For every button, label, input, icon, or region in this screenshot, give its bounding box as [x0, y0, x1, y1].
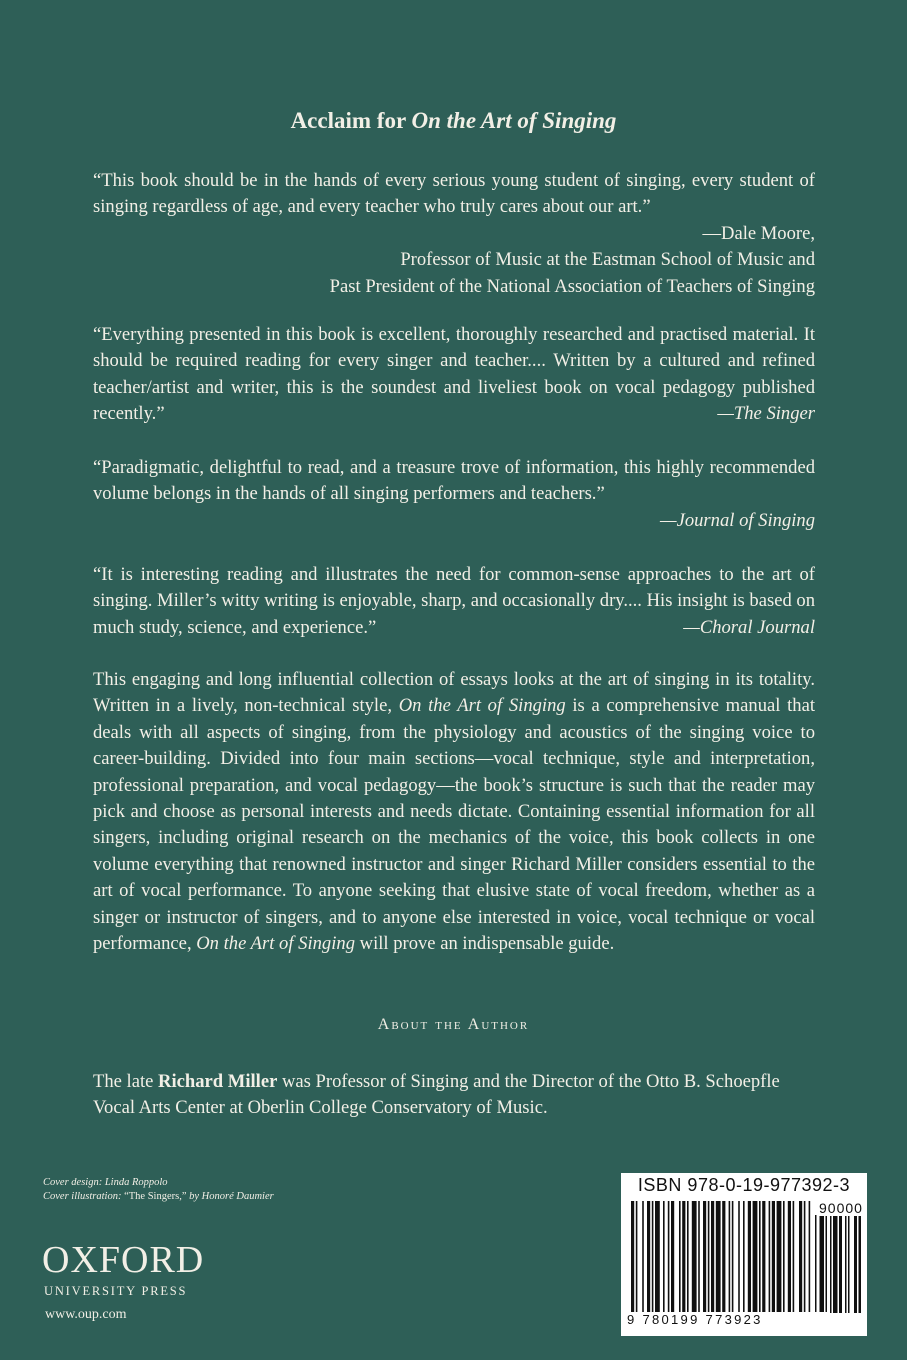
barcode-bar: [743, 1201, 745, 1313]
barcode-bar: [631, 1201, 634, 1313]
barcode-bar: [692, 1201, 697, 1313]
quote-1: [93, 168, 815, 300]
quote-text: “This book should be in the hands of every serious young student of singing, every student of singing regardless of age, and every teacher who truly cares about our art.”: [93, 170, 815, 218]
ean-digits: 9 780199 773923: [627, 1312, 827, 1327]
barcode-bar: [804, 1201, 806, 1313]
barcode-bar: [671, 1201, 674, 1313]
isbn-barcode: [621, 1173, 867, 1336]
barcode-bar: [854, 1215, 857, 1313]
book-description: This engaging and long influential collection of essays looks at the art of singing in its totality. Written in a lively, non-technical style, On the Art of Singing is a comprehensive manual that deals with all aspects of singing, from the physiology and acoustics of the singing voice to career-building. Divided into four main sections—vocal technique, style and interpretation, professional preparation, and vocal pedagogy—the book’s structure is such that the reader may pick and choose as personal interests and needs dictate. Containing essential information for all singers, including original research on the mechanics of the voice, this book collects in one volume everything that renowned instructor and singer Richard Miller considers essential to the art of vocal performance. To anyone seeking that elusive state of vocal freedom, whether as a singer or instructor of singers, and to anyone else interested in voice, vocal technique or vocal performance, On the Art of Singing will prove an indispensable guide.: [93, 669, 815, 955]
barcode-bar: [722, 1201, 725, 1313]
barcode-bar: [636, 1201, 638, 1313]
quote-attribution: —Choral Journal: [683, 616, 815, 638]
barcode-bar: [698, 1201, 700, 1313]
price-code: 90000: [819, 1200, 863, 1216]
barcode-bars: [629, 1201, 861, 1321]
barcode-bar: [769, 1201, 771, 1313]
barcode-bar: [748, 1201, 751, 1313]
barcode-bar: [788, 1201, 791, 1313]
barcode-bar: [799, 1201, 802, 1313]
quote-attribution: —The Singer: [717, 403, 815, 425]
about-author-heading: About the Author: [377, 1016, 530, 1033]
barcode-bar: [682, 1201, 685, 1313]
barcode-bar: [729, 1201, 731, 1313]
barcode-bar: [703, 1201, 706, 1313]
barcode-bar: [708, 1201, 710, 1313]
barcode-bar: [647, 1201, 650, 1313]
publisher-logo: OXFORD: [42, 1239, 205, 1281]
acclaim-heading: Acclaim for On the Art of Singing: [290, 108, 617, 133]
barcode-bar: [830, 1215, 832, 1313]
cover-design-credit: Cover design: Linda Roppolo: [43, 1177, 168, 1188]
quote-text: “It is interesting reading and illustrates the need for common-sense approaches to the art of singing. Miller’s witty writing is enjoyable, sharp, and occasionally dry.... His insight is based on much study, science, and experience.”: [93, 564, 815, 638]
barcode-bar: [679, 1201, 681, 1313]
barcode-bar: [777, 1201, 782, 1313]
barcode-bar: [759, 1201, 761, 1313]
quote-3: [93, 455, 815, 534]
quote-attribution: —Dale Moore, Professor of Music at the Eastman School of Music and Past President of the National Association of Teachers of Singing: [329, 222, 815, 297]
barcode-bar: [663, 1201, 665, 1313]
quote-4: [93, 562, 815, 641]
barcode-bar: [753, 1201, 758, 1313]
barcode-bar: [859, 1215, 862, 1313]
barcode-bar: [839, 1215, 842, 1313]
cover-credits: [43, 1176, 274, 1204]
barcode-bar: [845, 1215, 847, 1313]
barcode-bar: [772, 1201, 775, 1313]
barcode-bar: [711, 1201, 714, 1313]
cover-illustration-credit: Cover illustration: “The Singers,” by Honoré Daumier: [43, 1191, 274, 1202]
barcode-bar: [815, 1215, 817, 1313]
quote-2: [93, 322, 815, 428]
barcode-bar: [820, 1215, 825, 1313]
quote-text: “Paradigmatic, delightful to read, and a treasure trove of information, this highly recommended volume belongs in the hands of all singing performers and teachers.”: [93, 457, 815, 505]
barcode-bar: [848, 1215, 850, 1313]
quote-text: “Everything presented in this book is excellent, thoroughly researched and practised material. It should be required reading for every singer and teacher.... Written by a cultured and refined teacher/artist and writer, this is the soundest and liveliest book on vocal pedagogy published recently.”: [93, 324, 815, 425]
barcode-bar: [738, 1201, 740, 1313]
barcode-bar: [793, 1201, 795, 1313]
about-author-text: The late Richard Miller was Professor of Singing and the Director of the Otto B. Schoepfle Vocal Arts Center at Oberlin College Conservatory of Music.: [93, 1071, 780, 1119]
quote-attribution: —Journal of Singing: [660, 509, 815, 531]
publisher-url: www.oup.com: [45, 1307, 127, 1322]
publisher-subtitle: UNIVERSITY PRESS: [44, 1284, 188, 1298]
barcode-bar: [642, 1201, 644, 1313]
barcode-bar: [809, 1201, 811, 1313]
isbn-label: ISBN 978-0-19-977392-3: [637, 1175, 851, 1195]
barcode-bar: [668, 1201, 670, 1313]
author-name: Richard Miller: [158, 1071, 278, 1092]
barcode-bar: [655, 1201, 660, 1313]
barcode-bar: [732, 1201, 734, 1313]
barcode-bar: [783, 1201, 785, 1313]
barcode-bar: [652, 1201, 654, 1313]
barcode-bar: [716, 1201, 721, 1313]
barcode-bar: [687, 1201, 689, 1313]
barcode-bar: [826, 1215, 828, 1313]
barcode-bar: [833, 1215, 838, 1313]
barcode-bar: [762, 1201, 765, 1313]
